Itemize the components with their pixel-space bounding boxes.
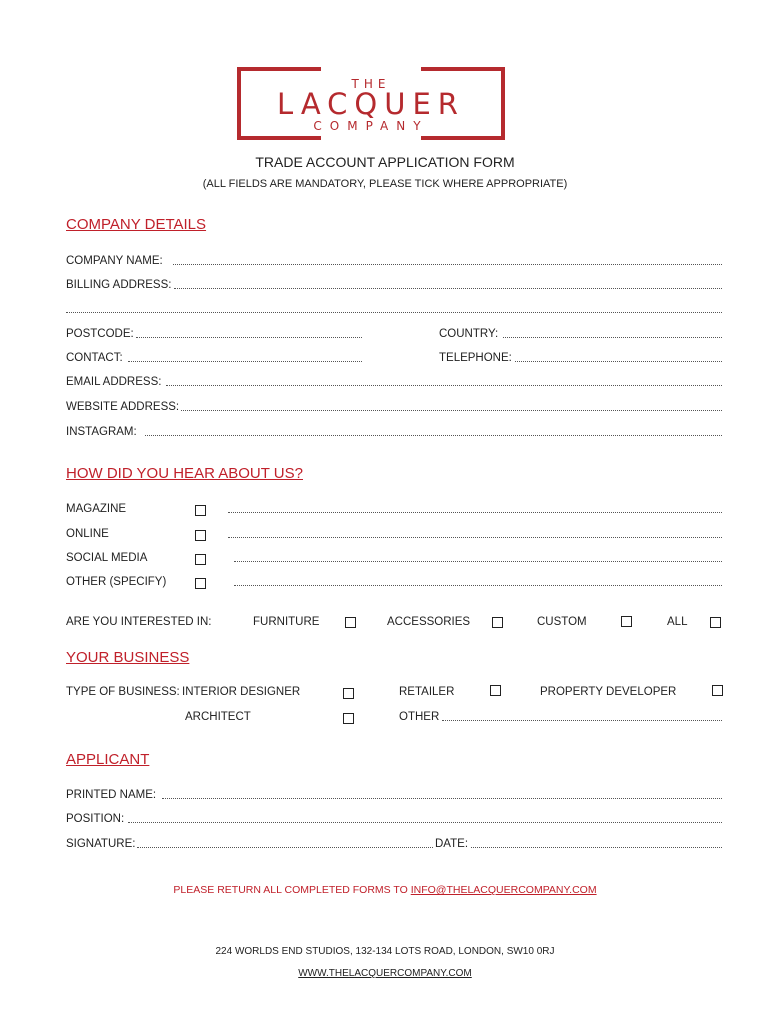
date-field[interactable]	[471, 847, 722, 848]
business-other-label: OTHER	[399, 711, 440, 723]
other-specify-field[interactable]	[234, 585, 722, 586]
logo-main-word: LACQUER	[277, 87, 465, 121]
interest-custom-label: CUSTOM	[537, 616, 587, 628]
hear-option-social-media: SOCIAL MEDIA	[66, 552, 148, 564]
social-media-checkbox[interactable]	[195, 554, 206, 565]
email-field[interactable]	[166, 385, 722, 386]
magazine-checkbox[interactable]	[195, 505, 206, 516]
company-logo	[237, 67, 505, 140]
printed-name-field[interactable]	[162, 798, 722, 799]
logo-bottom-word: COMPANY	[313, 119, 429, 133]
billing-address-field[interactable]	[174, 288, 722, 289]
interested-in-label: ARE YOU INTERESTED IN:	[66, 616, 212, 628]
billing-address-field-line2[interactable]	[66, 312, 722, 313]
country-field[interactable]	[503, 337, 722, 338]
interest-all-label: ALL	[667, 616, 688, 628]
telephone-label: TELEPHONE:	[439, 352, 512, 364]
form-subtitle: (ALL FIELDS ARE MANDATORY, PLEASE TICK WHERE APPROPRIATE)	[202, 178, 568, 190]
interest-accessories-label: ACCESSORIES	[387, 616, 471, 628]
section-how-did-you-hear: HOW DID YOU HEAR ABOUT US?	[66, 465, 303, 482]
company-name-label: COMPANY NAME:	[66, 255, 163, 267]
section-your-business: YOUR BUSINESS	[66, 649, 190, 666]
date-label: DATE:	[435, 838, 469, 850]
telephone-field[interactable]	[515, 361, 722, 362]
instagram-label: INSTAGRAM:	[66, 426, 137, 438]
printed-name-label: PRINTED NAME:	[66, 789, 157, 801]
business-retailer-label: RETAILER	[399, 686, 455, 698]
hear-option-online: ONLINE	[66, 528, 109, 540]
website-field[interactable]	[181, 410, 722, 411]
country-label: COUNTRY:	[439, 328, 499, 340]
retailer-checkbox[interactable]	[490, 685, 501, 696]
section-company-details: COMPANY DETAILS	[66, 216, 207, 233]
return-email-link[interactable]: INFO@THELACQUERCOMPANY.COM	[410, 884, 597, 896]
magazine-field[interactable]	[228, 512, 722, 513]
website-label: WEBSITE ADDRESS:	[66, 401, 180, 413]
website-link[interactable]: WWW.THELACQUERCOMPANY.COM	[298, 968, 472, 979]
online-checkbox[interactable]	[195, 530, 206, 541]
section-applicant: APPLICANT	[66, 751, 150, 768]
company-address: 224 WORLDS END STUDIOS, 132-134 LOTS ROAD, LONDON, SW10 0RJ	[215, 946, 555, 957]
accessories-checkbox[interactable]	[492, 617, 503, 628]
business-interior-designer-label: INTERIOR DESIGNER	[182, 686, 301, 698]
position-label: POSITION:	[66, 813, 125, 825]
email-label: EMAIL ADDRESS:	[66, 376, 162, 388]
billing-address-label: BILLING ADDRESS:	[66, 279, 172, 291]
position-field[interactable]	[128, 822, 722, 823]
company-name-field[interactable]	[173, 264, 722, 265]
hear-option-magazine: MAGAZINE	[66, 503, 127, 515]
hear-option-other: OTHER (SPECIFY)	[66, 576, 167, 588]
other-specify-checkbox[interactable]	[195, 578, 206, 589]
return-instruction	[0, 884, 770, 896]
type-of-business-label: TYPE OF BUSINESS:	[66, 686, 180, 698]
contact-field[interactable]	[128, 361, 362, 362]
postcode-field[interactable]	[136, 337, 362, 338]
interior-designer-checkbox[interactable]	[343, 688, 354, 699]
architect-checkbox[interactable]	[343, 713, 354, 724]
property-developer-checkbox[interactable]	[712, 685, 723, 696]
instagram-field[interactable]	[145, 435, 722, 436]
interest-furniture-label: FURNITURE	[253, 616, 320, 628]
return-text: PLEASE RETURN ALL COMPLETED FORMS TO	[173, 884, 411, 896]
signature-field[interactable]	[137, 847, 433, 848]
signature-label: SIGNATURE:	[66, 838, 136, 850]
business-other-field[interactable]	[442, 720, 722, 721]
postcode-label: POSTCODE:	[66, 328, 134, 340]
logo-top-word: THE	[351, 77, 391, 91]
social-media-field[interactable]	[234, 561, 722, 562]
furniture-checkbox[interactable]	[345, 617, 356, 628]
contact-label: CONTACT:	[66, 352, 123, 364]
website-link-wrap	[0, 968, 770, 979]
form-title: TRADE ACCOUNT APPLICATION FORM	[255, 154, 515, 170]
business-architect-label: ARCHITECT	[185, 711, 251, 723]
online-field[interactable]	[228, 537, 722, 538]
custom-checkbox[interactable]	[621, 616, 632, 627]
business-property-developer-label: PROPERTY DEVELOPER	[540, 686, 677, 698]
all-checkbox[interactable]	[710, 617, 721, 628]
